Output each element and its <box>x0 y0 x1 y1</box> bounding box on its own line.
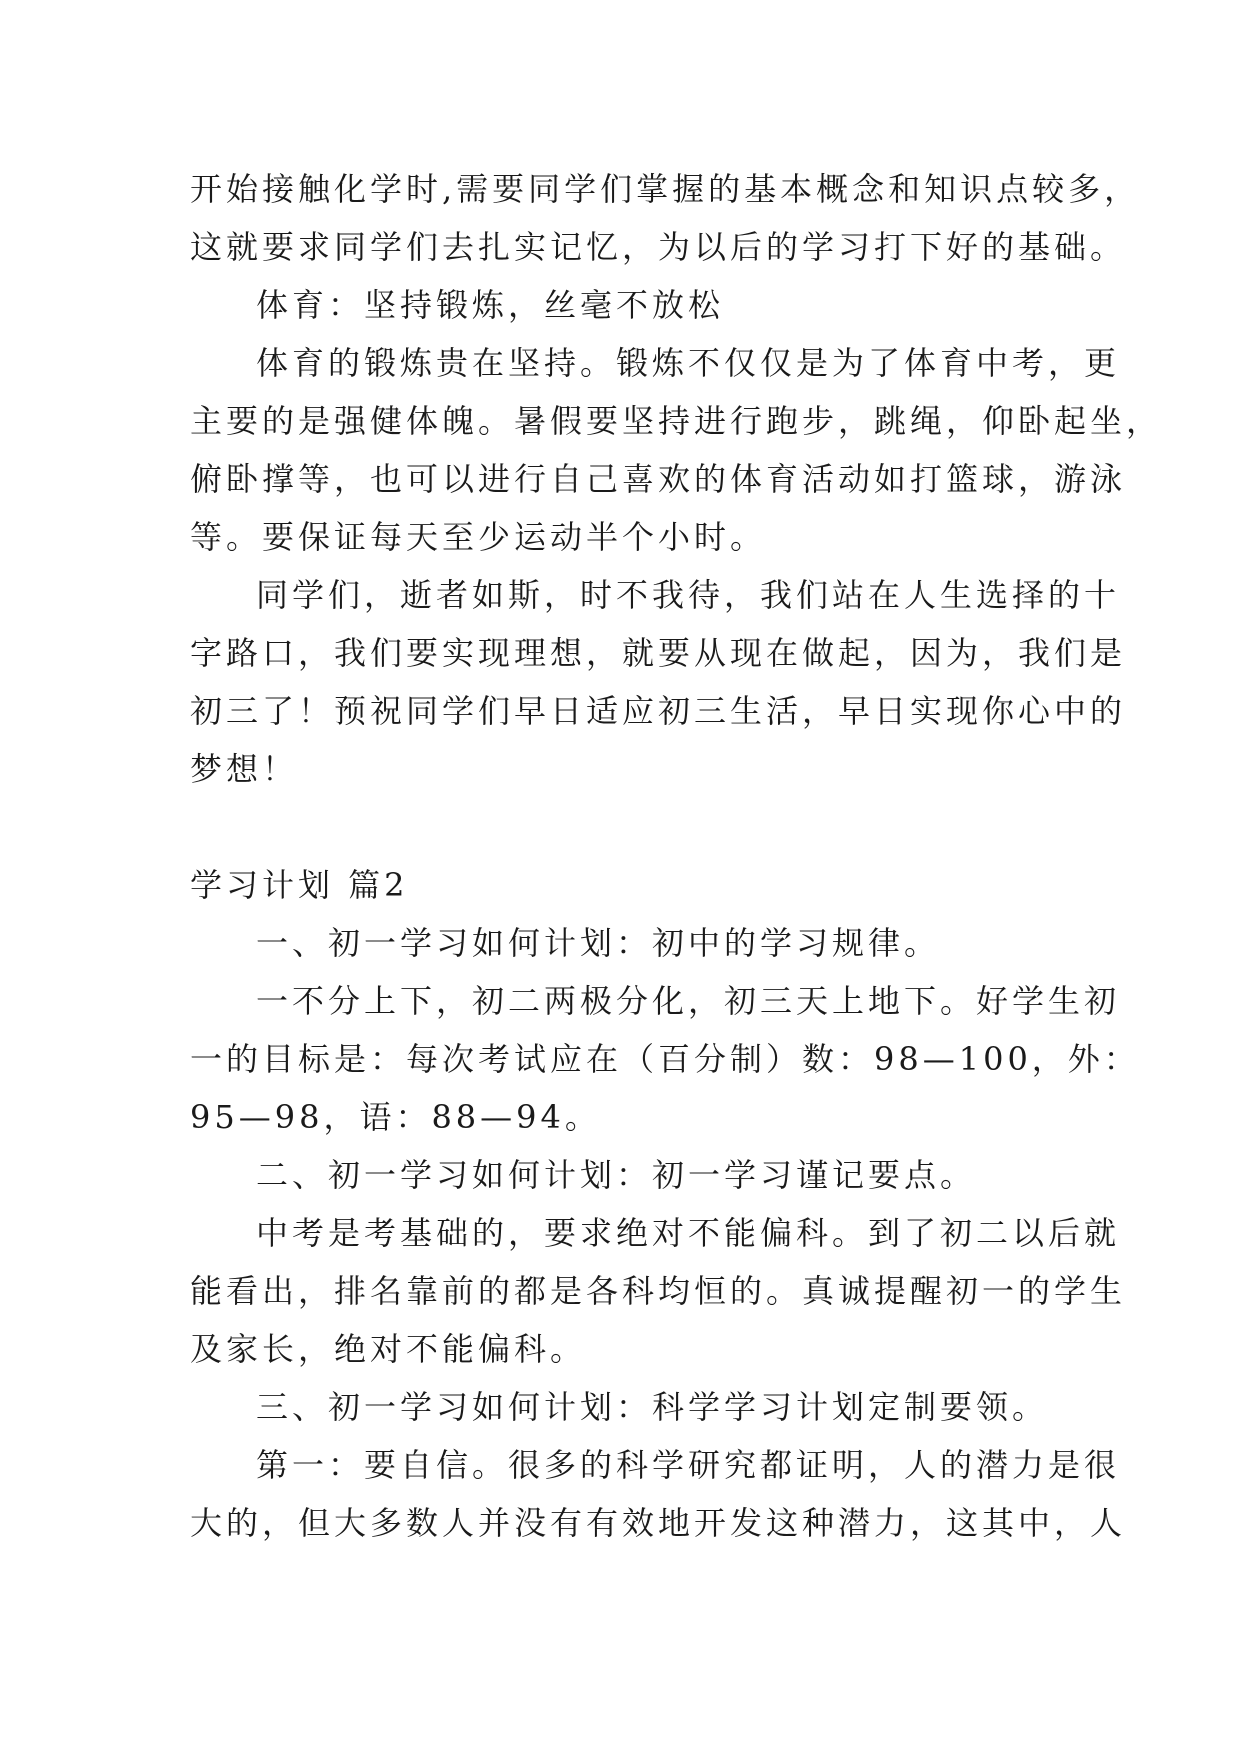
paragraph-line: 主要的是强健体魄。暑假要坚持进行跑步，跳绳，仰卧起坐， <box>190 402 1163 440</box>
section-heading: 二、初一学习如何计划：初一学习谨记要点。 <box>256 1156 977 1194</box>
paragraph-line: 梦想！ <box>190 750 299 788</box>
paragraph-line: 这就要求同学们去扎实记忆，为以后的学习打下好的基础。 <box>190 228 1127 266</box>
paragraph-line: 一的目标是：每次考试应在（百分制）数：98—100，外： <box>190 1040 1140 1078</box>
section-heading-pe: 体育：坚持锻炼，丝毫不放松 <box>256 286 725 324</box>
paragraph-line: 第一：要自信。很多的科学研究都证明，人的潜力是很 <box>256 1446 1121 1484</box>
document-body <box>190 160 1163 1552</box>
paragraph-line: 一不分上下，初二两极分化，初三天上地下。好学生初 <box>256 982 1121 1020</box>
paragraph-line: 及家长，绝对不能偏科。 <box>190 1330 587 1368</box>
paragraph-line: 大的，但大多数人并没有有效地开发这种潜力，这其中，人 <box>190 1504 1127 1542</box>
section-heading: 三、初一学习如何计划：科学学习计划定制要领。 <box>256 1388 1049 1426</box>
article-title: 学习计划 篇2 <box>190 866 409 904</box>
paragraph-line: 等。要保证每天至少运动半个小时。 <box>190 518 767 556</box>
paragraph-line: 中考是考基础的，要求绝对不能偏科。到了初二以后就 <box>256 1214 1121 1252</box>
paragraph-line: 开始接触化学时,需要同学们掌握的基本概念和知识点较多， <box>190 170 1141 208</box>
paragraph-line: 俯卧撑等，也可以进行自己喜欢的体育活动如打篮球，游泳 <box>190 460 1127 498</box>
paragraph-line: 字路口，我们要实现理想，就要从现在做起，因为，我们是 <box>190 634 1127 672</box>
paragraph-line: 95—98，语：88—94。 <box>190 1098 601 1136</box>
section-heading: 一、初一学习如何计划：初中的学习规律。 <box>256 924 941 962</box>
paragraph-line: 体育的锻炼贵在坚持。锻炼不仅仅是为了体育中考，更 <box>256 344 1121 382</box>
paragraph-line: 初三了！预祝同学们早日适应初三生活，早日实现你心中的 <box>190 692 1127 730</box>
paragraph-line: 能看出，排名靠前的都是各科均恒的。真诚提醒初一的学生 <box>190 1272 1127 1310</box>
paragraph-line: 同学们，逝者如斯，时不我待，我们站在人生选择的十 <box>256 576 1121 614</box>
section-gap <box>190 798 1090 856</box>
